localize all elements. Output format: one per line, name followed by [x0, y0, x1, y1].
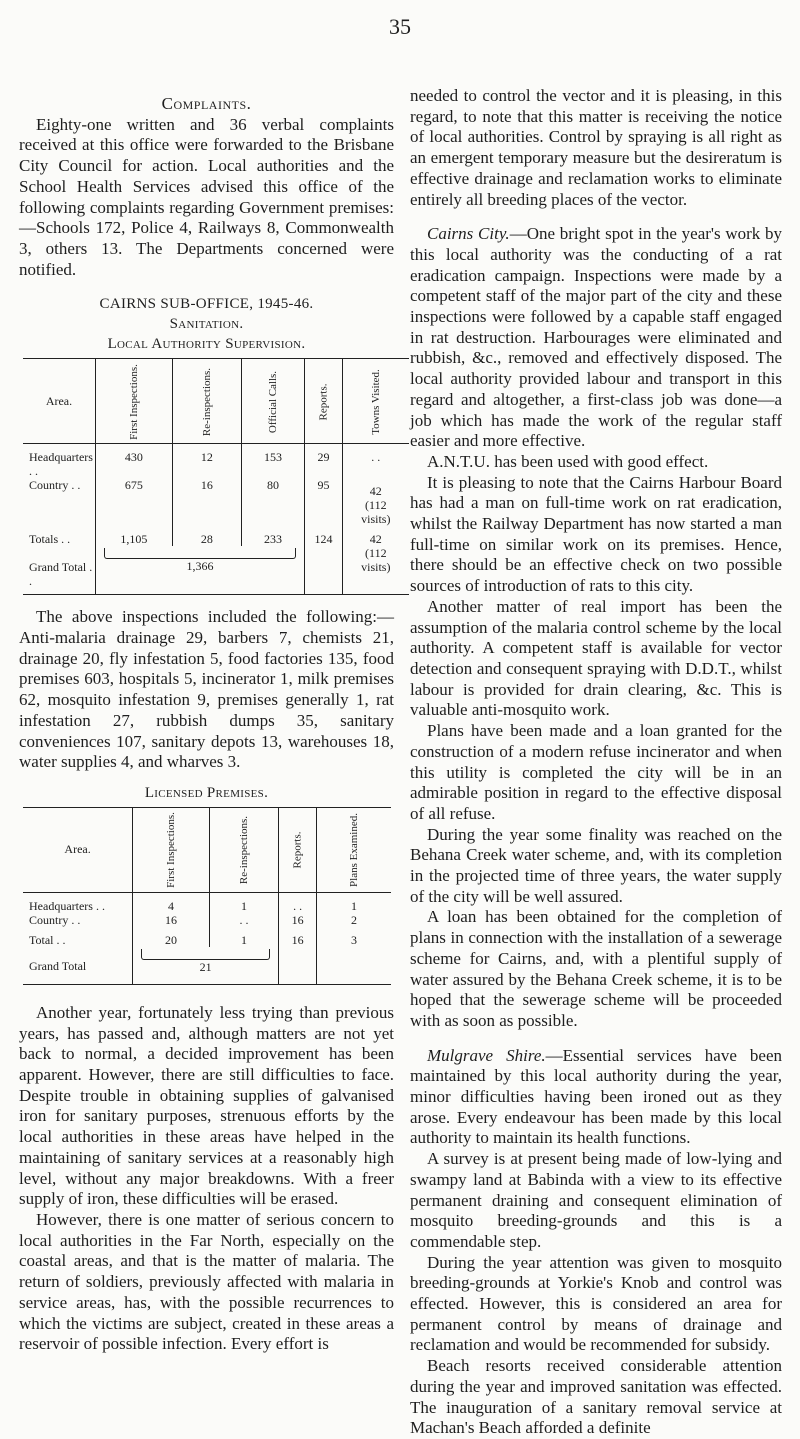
cell: 4	[133, 892, 210, 913]
cell: 430	[95, 444, 172, 479]
licensed-premises-table	[23, 807, 391, 985]
col-header	[95, 359, 172, 444]
area-header: Area.	[23, 359, 95, 444]
col-header	[172, 359, 241, 444]
cell: 233	[241, 526, 304, 546]
cell: . .	[279, 892, 317, 913]
col-header-label: First Inspections.	[165, 812, 178, 889]
col-header-label: Re-inspections.	[238, 816, 251, 885]
yorkies-knob-paragraph: During the year attention was given to mosquito breeding-grounds at Yorkie's Knob and control was effected. However, this is considered an area for permanent control by means of drainage and reclamation and would be recommended for subsidy.	[410, 1252, 782, 1355]
table-row	[23, 444, 409, 479]
cell: 29	[305, 444, 343, 479]
cell: 28	[172, 526, 241, 546]
mulgrave-shire-text: —Essential services have been maintained by this local authority during the year, minor difficulties having been ironed out as they arose. Every endeavour has been made by this local authority to maintain its health functions.	[410, 1045, 782, 1148]
cell-line: 42	[369, 484, 382, 499]
sanitation-heading: Sanitation.	[169, 316, 244, 333]
cell: 1	[209, 892, 278, 913]
incinerator-paragraph: Plans have been made and a loan granted for the construction of a modern refuse incinerator and when this utility is completed the city will be in an admirable position in regard to the effective disposal of all refuse.	[410, 721, 782, 823]
row-label: Grand Total	[29, 958, 87, 973]
cell: 20	[133, 927, 210, 947]
cairns-city-paragraph	[410, 224, 782, 452]
cell: 3	[317, 927, 391, 985]
grand-total-value: 21	[199, 959, 212, 974]
row-label: Country . .	[29, 478, 81, 493]
sewerage-paragraph: A loan has been obtained for the completion of plans in connection with the installation of a sewerage scheme for Cairns, and, with a plentiful supply of water assured by the Behana Creek scheme, it is to be hoped that the sewerage scheme will be proceeded with as soon as possible.	[410, 907, 782, 1030]
mulgrave-shire-title: Mulgrave Shire.	[427, 1045, 546, 1065]
table-row	[23, 892, 391, 913]
cell: 1,105	[95, 526, 172, 546]
col-header-label: Official Calls.	[266, 370, 279, 433]
col-header-label: Reports.	[291, 831, 304, 869]
row-label: Headquarters . .	[29, 450, 93, 479]
totals-row	[23, 526, 409, 546]
cell: 675	[95, 478, 172, 526]
malaria-control-paragraph: Another matter of real import has been the assumption of the malaria control scheme by the local authority. A competent staff is available for vector detection and consequent spraying with D.D.T., whilst labour is provided for drain clearing, &c. This is valuable anti-mosquito work.	[410, 596, 782, 720]
col-header	[279, 807, 317, 892]
col-header-label: Reports.	[317, 383, 330, 421]
col-header	[305, 359, 343, 444]
cell: 124	[305, 526, 343, 595]
local-authority-heading: Local Authority Supervision.	[107, 336, 306, 353]
totals-row	[23, 927, 391, 947]
cell: . .	[209, 913, 278, 927]
row-label: Total . .	[29, 932, 66, 947]
cell: . .	[343, 444, 409, 479]
cell	[343, 478, 409, 526]
harbour-board-paragraph: It is pleasing to note that the Cairns Harbour Board has had a man on full-time work on rat eradication, whilst the Railway Department has now started a man full-time on similar work on its premises. Hence, there should be an effective check on two possible sources of introduction of rats to this city.	[410, 472, 782, 596]
cell: 153	[241, 444, 304, 479]
licensed-premises-heading: Licensed Premises.	[144, 784, 269, 801]
col-header-label: Plans Examined.	[348, 813, 361, 888]
brace	[141, 949, 270, 960]
cell: 16	[133, 913, 210, 927]
cell: 95	[305, 478, 343, 526]
brace	[104, 548, 296, 559]
vector-paragraph: needed to control the vector and it is pleasing, in this regard, to note that this matter is receiving the notice of local authorities. Control by spraying is all right as an emergent temporary measure but the desireratum is effective drainage and reclamation works to eliminate entirely all breeding places of the vector.	[410, 86, 782, 209]
col-header	[343, 359, 409, 444]
row-label: Totals . .	[29, 532, 71, 547]
left-column	[19, 94, 394, 1355]
complaints-heading: Complaints.	[161, 94, 252, 113]
beach-resorts-paragraph: Beach resorts received considerable attention during the year and improved sanitation was effected. The inauguration of a sanitary removal service at Machan's Beach afforded a definite	[410, 1356, 782, 1438]
cell: 80	[241, 478, 304, 526]
grand-total-cell	[95, 546, 304, 595]
col-header	[241, 359, 304, 444]
cell: 16	[279, 913, 317, 927]
col-header-label: First Inspections.	[127, 363, 140, 440]
page-number: 35	[389, 14, 411, 39]
row-label: Country . .	[29, 912, 81, 927]
malaria-paragraph: However, there is one matter of serious concern to local authorities in the Far North, especially on the coastal areas, and that is the matter of malaria. The return of soldiers, previously affected with malaria in service areas, has, with the possible recurrences to which the victims are subject, created in these areas a reservoir of possible infection. Every effort is	[19, 1209, 394, 1354]
grand-total-value: 1,366	[186, 559, 214, 574]
cell-line: visits)	[361, 560, 391, 575]
right-column	[410, 86, 782, 1439]
cell	[343, 526, 409, 595]
cairns-city-text: —One bright spot in the year's work by this local authority was the conducting of a rat eradication campaign. Inspections were made by a competent staff of the major part of the city and these inspections were followed by a capable staff engaged in rat destruction. Harbourages were eliminated and rubbish, &c., removed and effectively disposed. The local authority provided labour and transport in this regard and altogether, a first-class job was done—a job which has made the work of the regular staff easier and more effective.	[410, 224, 782, 451]
row-label: Grand Total . .	[29, 560, 93, 589]
local-authority-table	[23, 358, 409, 595]
table-row	[23, 478, 409, 526]
cell: 1	[209, 927, 278, 947]
cell: 12	[172, 444, 241, 479]
cell: 2	[317, 913, 391, 927]
cell-line: (112	[365, 498, 387, 513]
col-header	[133, 807, 210, 892]
table-row	[23, 913, 391, 927]
cairns-office-heading: CAIRNS SUB-OFFICE, 1945-46.	[99, 296, 314, 313]
cell: 16	[279, 927, 317, 985]
cell: 1	[317, 892, 391, 913]
col-header-label: Towns Visited.	[369, 369, 382, 435]
complaints-paragraph: Eighty-one written and 36 verbal complaints received at this office were forwarded to the Brisbane City Council for action. Local authorities and the School Health Services advised this office of the following complaints regarding Government premises:—Schools 172, Police 4, Railways 8, Commonwealth 3, others 13. The Departments concerned were notified.	[19, 114, 394, 279]
inspections-paragraph: The above inspections included the following:—Anti-malaria drainage 29, barbers 7, chemists 21, drainage 20, fly infestation 5, food factories 135, food premises 603, hospitals 5, incinerator 1, milk premises 62, mosquito infestation 9, premises generally 1, rat infestation 27, rubbish dumps 35, sanitary conveniences 107, sanitary depots 13, warehouses 18, water supplies 4, and wharves 3.	[19, 607, 394, 772]
grand-total-cell	[133, 947, 279, 985]
behana-creek-paragraph: During the year some finality was reached on the Behana Creek water scheme, and, with its completion in the projected time of three years, the water supply of the city will be well assured.	[410, 824, 782, 906]
table-header-row	[23, 359, 409, 444]
col-header	[317, 807, 391, 892]
cairns-city-title: Cairns City.	[427, 224, 510, 244]
cell-line: visits)	[361, 512, 391, 527]
cell-line: 42	[369, 532, 382, 547]
babinda-paragraph: A survey is at present being made of low-lying and swampy land at Babinda with a view to its effective permanent draining and consequent elimination of mosquito breeding-grounds and this is a commendable step.	[410, 1149, 782, 1251]
cell: 16	[172, 478, 241, 526]
col-header-label: Re-inspections.	[200, 367, 213, 436]
another-year-paragraph: Another year, fortunately less trying than previous years, has passed and, although matters are not yet back to normal, a decided improvement has been apparent. However, there are still difficulties to face. Despite trouble in obtaining supplies of galvanised iron for sanitary purposes, strenuous efforts by the local authorities in these areas have helped in the maintaining of sanitary services at a reasonably high level, without any major breakdowns. With a freer supply of iron, these difficulties will be erased.	[19, 1002, 394, 1209]
col-header	[209, 807, 278, 892]
table-header-row	[23, 807, 391, 892]
row-label: Headquarters . .	[29, 898, 105, 913]
cell-line: (112	[365, 546, 387, 561]
antu-paragraph: A.N.T.U. has been used with good effect.	[427, 451, 709, 471]
area-header: Area.	[23, 807, 133, 892]
mulgrave-shire-paragraph	[410, 1046, 782, 1150]
